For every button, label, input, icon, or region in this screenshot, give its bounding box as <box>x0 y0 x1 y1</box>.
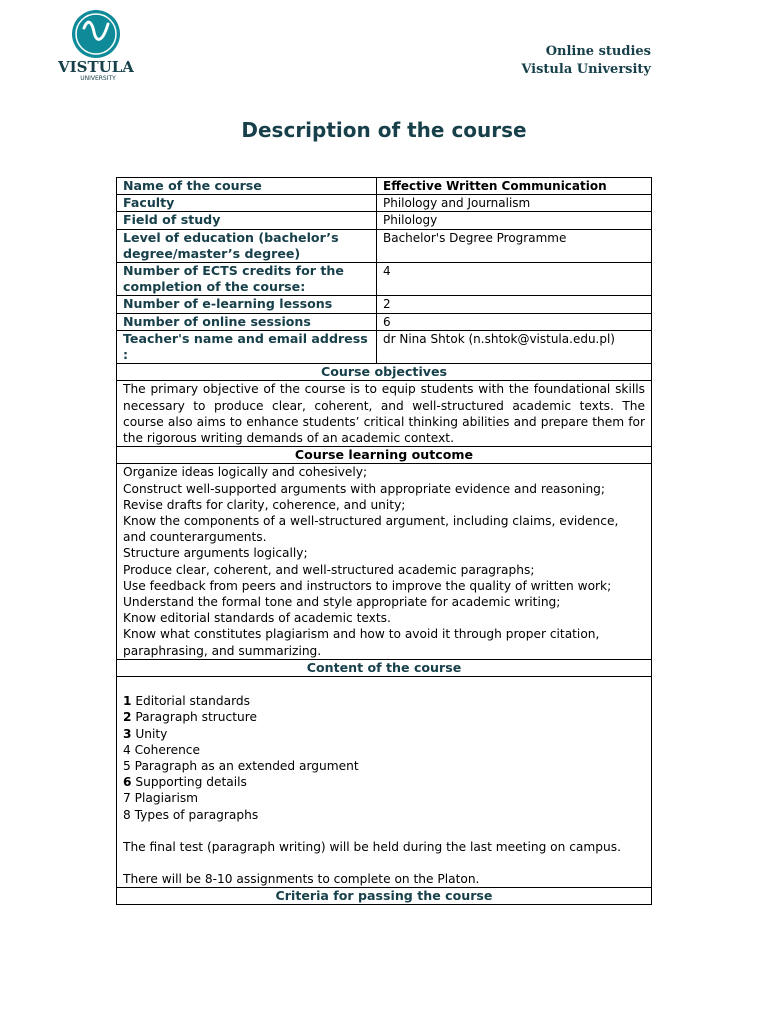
faculty-value: Philology and Journalism <box>377 195 652 212</box>
table-row <box>117 464 652 659</box>
teacher-value: dr Nina Shtok (n.shtok@vistula.edu.pl) <box>377 330 652 363</box>
table-row <box>117 229 652 262</box>
table-row <box>117 888 652 905</box>
list-item: Know editorial standards of academic texts. <box>123 611 391 626</box>
list-item: Organize ideas logically and cohesively; <box>123 465 368 480</box>
table-row <box>117 195 652 212</box>
list-item <box>123 774 645 790</box>
education-level-value: Bachelor's Degree Programme <box>377 229 652 262</box>
list-item <box>123 758 645 774</box>
list-item <box>123 742 645 758</box>
list-item: Produce clear, coherent, and well-structured academic paragraphs; <box>123 562 535 577</box>
table-row <box>117 659 652 676</box>
vistula-logo <box>58 8 134 84</box>
content-list <box>117 677 652 888</box>
table-row <box>117 447 652 464</box>
online-sessions-value: 6 <box>377 313 652 330</box>
item-number: 6 <box>123 775 132 790</box>
table-row <box>117 364 652 381</box>
item-number: 8 <box>123 807 131 822</box>
field-of-study-label: Field of study <box>117 212 377 229</box>
assignments-note: There will be 8-10 assignments to complete on the Platon. <box>123 871 480 886</box>
content-heading: Content of the course <box>117 659 652 676</box>
table-row <box>117 212 652 229</box>
table-row <box>117 677 652 888</box>
page-title: Description of the course <box>241 118 527 142</box>
list-item: Construct well-supported arguments with appropriate evidence and reasoning; <box>123 481 606 496</box>
faculty-label: Faculty <box>117 195 377 212</box>
item-text: Plagiarism <box>130 791 199 806</box>
field-of-study-value: Philology <box>377 212 652 229</box>
item-text: Editorial standards <box>131 694 250 709</box>
course-description-table <box>116 177 652 905</box>
ects-credits-value: 4 <box>377 263 652 296</box>
ects-credits-label: Number of ECTS credits for the completion of the course: <box>117 263 377 296</box>
list-item <box>123 709 645 725</box>
table-row <box>117 313 652 330</box>
header-line-online-studies: Online studies <box>545 44 651 59</box>
item-text: Coherence <box>130 742 200 757</box>
item-number: 1 <box>123 694 132 709</box>
list-item <box>123 807 645 823</box>
education-level-label: Level of education (bachelor’s degree/master’s degree) <box>117 229 377 262</box>
logo-emblem-icon <box>58 8 134 84</box>
table-row <box>117 178 652 195</box>
list-item: Use feedback from peers and instructors to improve the quality of written work; <box>123 578 612 593</box>
list-item: Structure arguments logically; <box>123 546 308 561</box>
final-test-note: The final test (paragraph writing) will be held during the last meeting on campus. <box>123 839 621 854</box>
item-text: Paragraph structure <box>131 710 257 725</box>
teacher-label: Teacher's name and email address : <box>117 330 377 363</box>
item-text: Types of paragraphs <box>130 807 259 822</box>
item-number: 2 <box>123 710 132 725</box>
online-sessions-label: Number of online sessions <box>117 313 377 330</box>
elearning-lessons-label: Number of e-learning lessons <box>117 296 377 313</box>
table-row <box>117 263 652 296</box>
table-row <box>117 296 652 313</box>
list-item <box>123 693 645 709</box>
item-text: Supporting details <box>131 775 247 790</box>
objectives-text: The primary objective of the course is to equip students with the foundational skills necessary to produce clear, coherent, and well-structured academic texts. The course also aims to enhance students’ critical thinking abilities and prepare them for the rigorous writing demands of an academic context. <box>117 381 652 447</box>
list-item <box>123 790 645 806</box>
outcomes-list <box>117 464 652 659</box>
header-line-university: Vistula University <box>521 62 651 77</box>
list-item: Know the components of a well-structured argument, including claims, evidence, and counterarguments. <box>123 514 619 545</box>
table-row <box>117 381 652 447</box>
item-number: 4 <box>123 742 131 757</box>
logo-text: VISTULA <box>58 58 134 76</box>
item-number: 7 <box>123 791 131 806</box>
outcomes-heading: Course learning outcome <box>117 447 652 464</box>
course-name-value: Effective Written Communication <box>377 178 652 195</box>
item-number: 3 <box>123 726 132 741</box>
criteria-heading: Criteria for passing the course <box>117 888 652 905</box>
item-number: 5 <box>123 758 131 773</box>
list-item <box>123 726 645 742</box>
objectives-heading: Course objectives <box>117 364 652 381</box>
item-text: Unity <box>131 726 168 741</box>
table-row <box>117 330 652 363</box>
logo-subtext: UNIVERSITY <box>80 75 116 82</box>
list-item: Revise drafts for clarity, coherence, and unity; <box>123 497 406 512</box>
header-institution <box>521 43 651 79</box>
list-item: Know what constitutes plagiarism and how to avoid it through proper citation, paraphrasing, and summarizing. <box>123 627 600 658</box>
item-text: Paragraph as an extended argument <box>130 758 359 773</box>
elearning-lessons-value: 2 <box>377 296 652 313</box>
course-name-label: Name of the course <box>117 178 377 195</box>
list-item: Understand the formal tone and style appropriate for academic writing; <box>123 595 561 610</box>
